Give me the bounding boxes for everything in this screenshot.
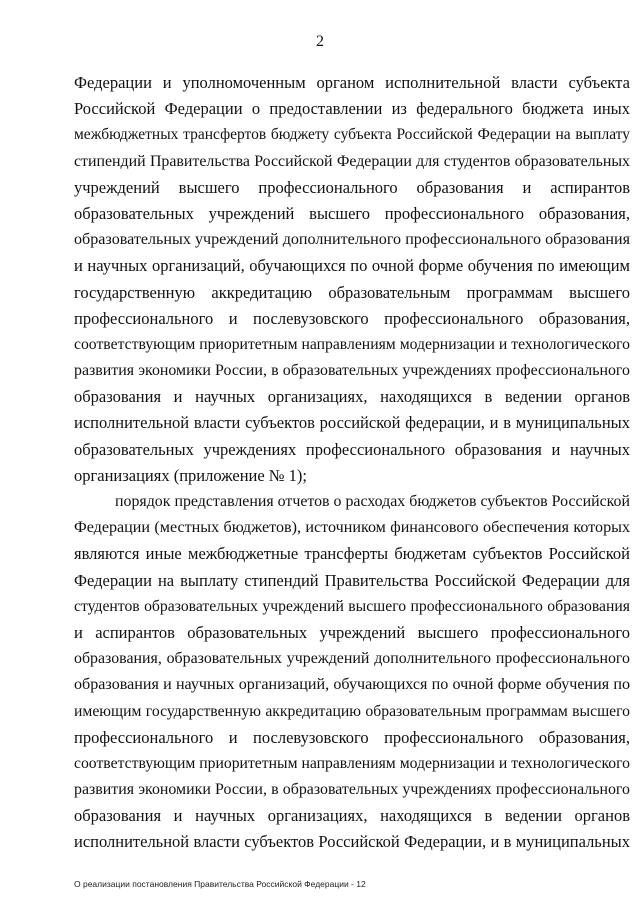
text-line: соответствующим приоритетным направлениям модернизации и технологического bbox=[74, 754, 630, 772]
text-line: образования и научных организаций, обучающихся по очной форме обучения по bbox=[74, 676, 630, 694]
paragraph-2 bbox=[74, 489, 630, 856]
text-line: образовательных учреждений дополнительного профессионального образования bbox=[74, 231, 630, 249]
text-line: являются иные межбюджетные трансферты бюджетам субъектов Российской bbox=[74, 544, 630, 564]
text-line: развития экономики России, в образовательных учреждениях профессионального bbox=[74, 362, 630, 380]
text-line: образовательных учреждениях профессионального образования и научных bbox=[74, 439, 630, 459]
text-line: и научных организаций, обучающихся по очной форме обучения по имеющим bbox=[74, 256, 630, 276]
text-line: исполнительной власти субъектов Российской Федерации, и в муниципальных bbox=[74, 832, 630, 852]
text-line: образовательных учреждений высшего профессионального образования, bbox=[74, 203, 630, 223]
text-line: студентов образовательных учреждений высшего профессионального образования bbox=[74, 597, 630, 615]
document-footer: О реализации постановления Правительства Российской Федерации - 12 bbox=[74, 879, 366, 889]
text-line: Федерации на выплату стипендий Правительства Российской Федерации для bbox=[74, 570, 630, 590]
text-line: государственную аккредитацию образовательным программам высшего bbox=[74, 282, 630, 302]
text-line: учреждений высшего профессионального образования и аспирантов bbox=[74, 177, 630, 197]
text-line: образования и научных организациях, находящихся в ведении органов bbox=[74, 387, 630, 407]
text-line: стипендий Правительства Российской Федерации для студентов образовательных bbox=[74, 152, 630, 170]
text-line: развития экономики России, в образовательных учреждениях профессионального bbox=[74, 781, 630, 799]
paragraph-1 bbox=[74, 70, 630, 489]
page-number: 2 bbox=[316, 33, 324, 50]
text-line: профессионального и послевузовского профессионального образования, bbox=[74, 308, 630, 328]
text-line: образования, образовательных учреждений дополнительного профессионального bbox=[74, 650, 630, 668]
text-line: имеющим государственную аккредитацию образовательным программам высшего bbox=[74, 702, 630, 720]
document-body bbox=[74, 70, 630, 856]
text-line: образования и научных организациях, находящихся в ведении органов bbox=[74, 806, 630, 826]
text-line: соответствующим приоритетным направлениям модернизации и технологического bbox=[74, 335, 630, 353]
text-line: Федерации (местных бюджетов), источником финансового обеспечения которых bbox=[74, 519, 630, 537]
text-line: организациях (приложение № 1); bbox=[74, 465, 308, 485]
text-line: порядок представления отчетов о расходах бюджетов субъектов Российской bbox=[115, 493, 630, 510]
text-line: межбюджетных трансфертов бюджету субъекта Российской Федерации на выплату bbox=[74, 126, 630, 144]
text-line: Федерации и уполномоченным органом исполнительной власти субъекта bbox=[74, 73, 630, 92]
text-line: Российской Федерации о предоставлении из федерального бюджета иных bbox=[74, 99, 630, 119]
text-line: профессионального и послевузовского профессионального образования, bbox=[74, 727, 630, 747]
text-line: исполнительной власти субъектов российской федерации, и в муниципальных bbox=[74, 413, 630, 433]
text-line: и аспирантов образовательных учреждений высшего профессионального bbox=[74, 622, 630, 642]
